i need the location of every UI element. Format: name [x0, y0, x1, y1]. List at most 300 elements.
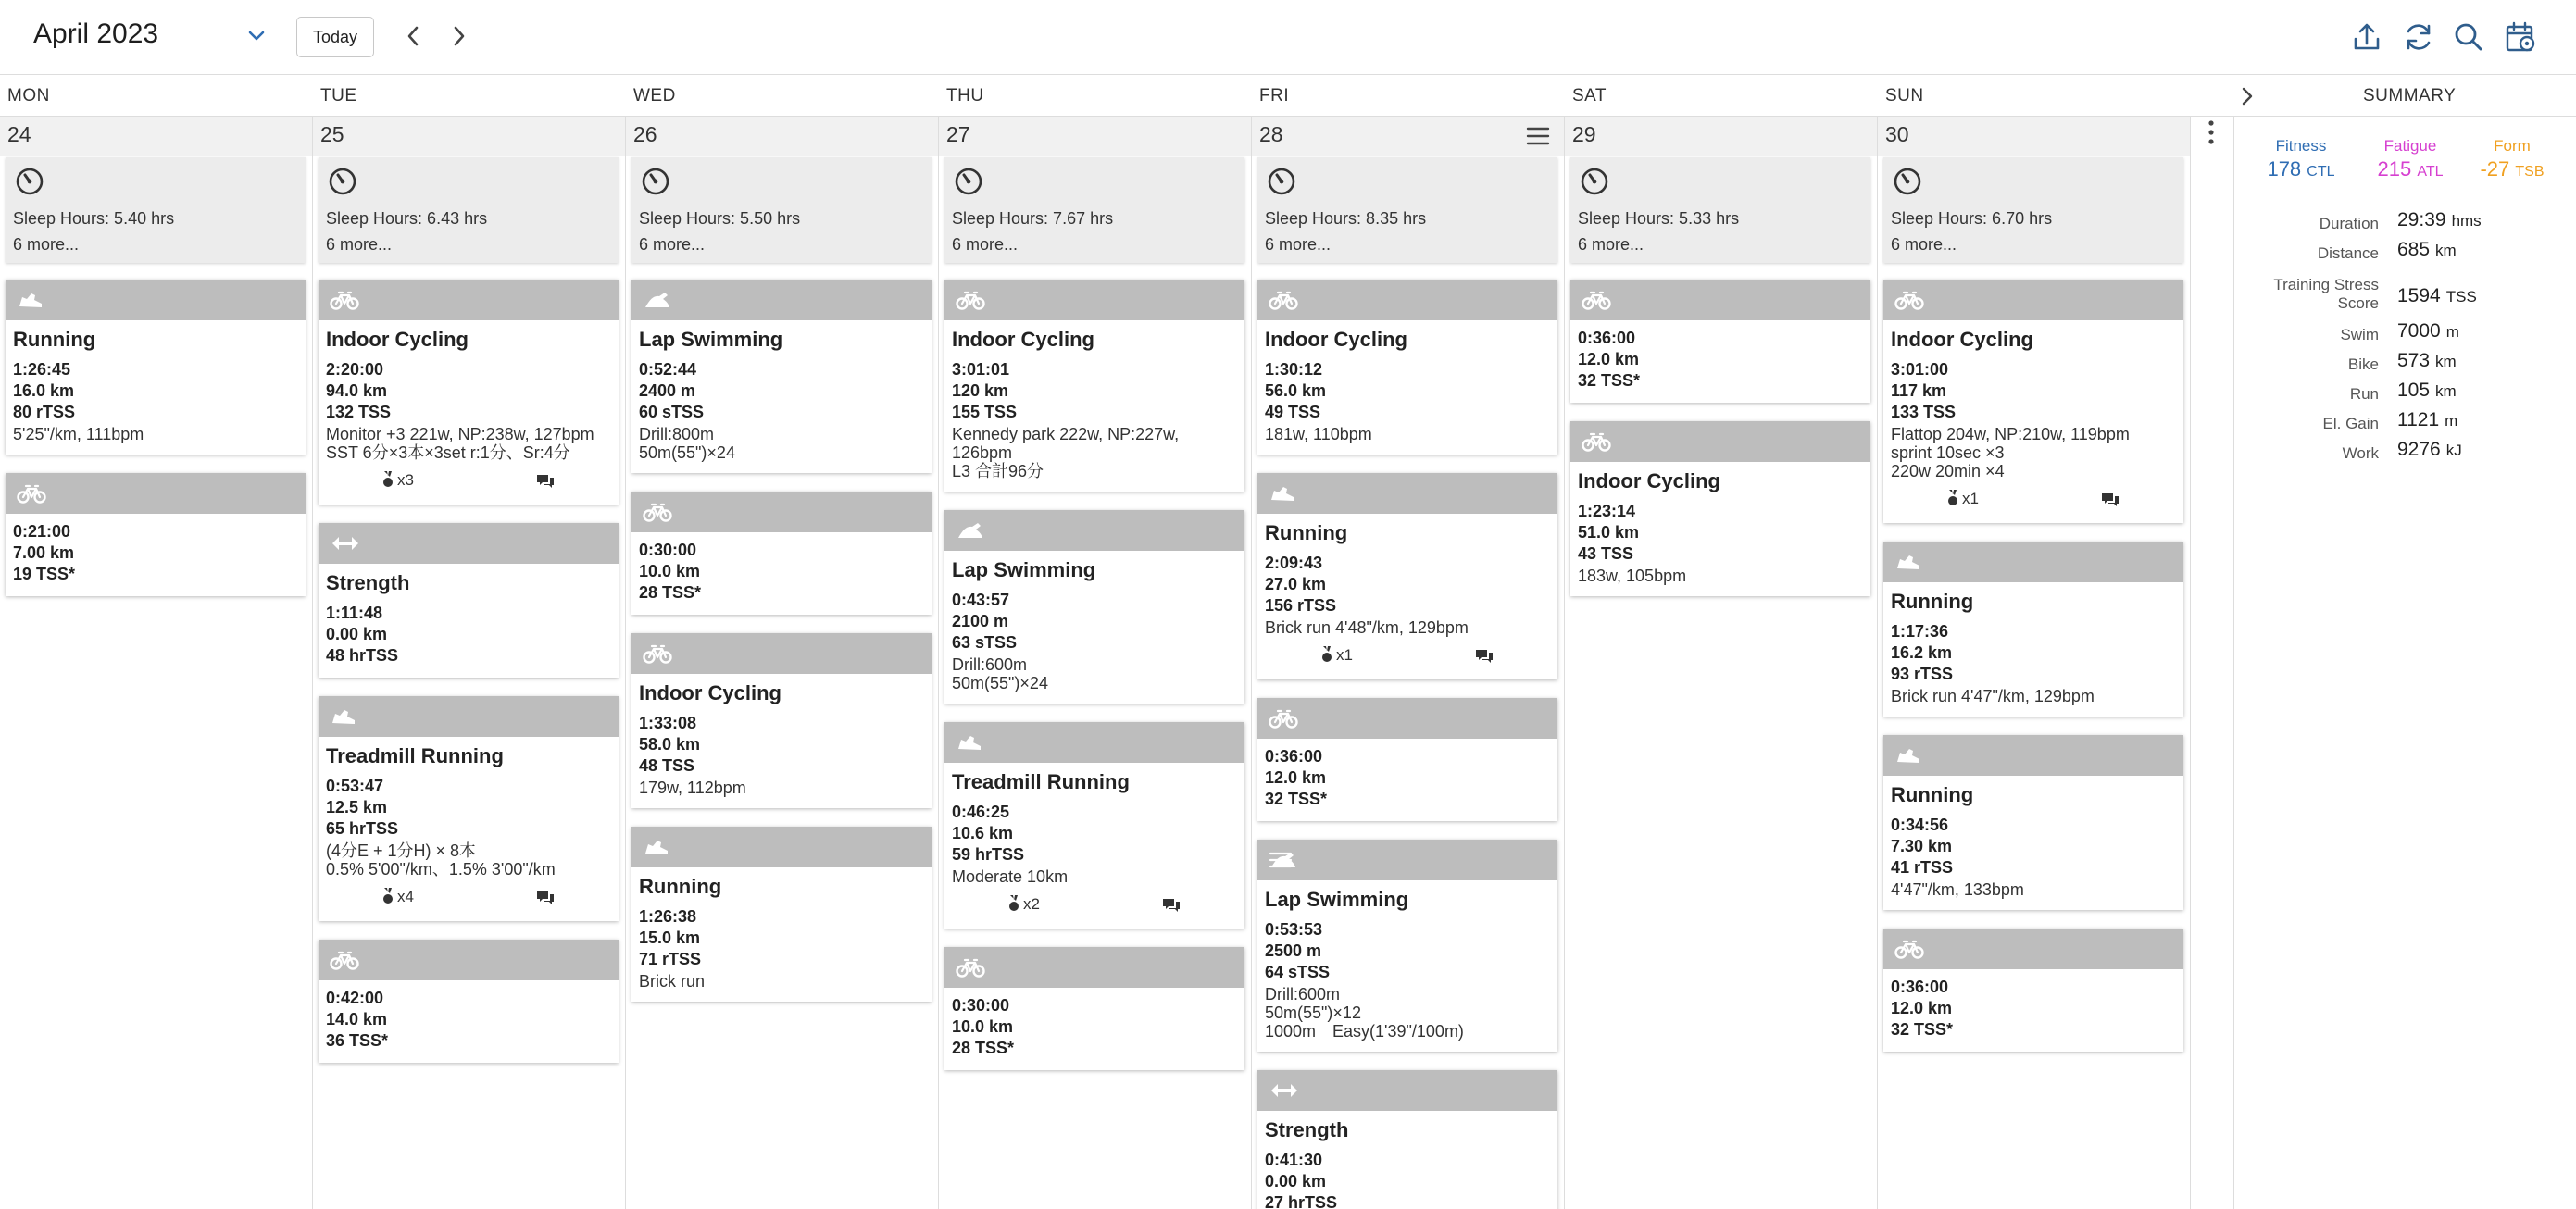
workout-distance: 7.00 km — [13, 543, 75, 562]
more-metrics-link[interactable]: 6 more... — [1265, 235, 1332, 254]
metrics-card[interactable] — [1570, 157, 1870, 263]
sleep-hours: Sleep Hours: 6.43 hrs — [326, 209, 488, 228]
workout-card-body — [319, 737, 619, 921]
workout-title: Indoor Cycling — [952, 328, 1094, 351]
today-button[interactable]: Today — [296, 17, 374, 57]
workout-stress-score: 19 TSS* — [13, 565, 76, 583]
workout-title: Indoor Cycling — [1578, 469, 1720, 492]
weekday-label: TUE — [320, 86, 357, 106]
workout-duration: 1:33:08 — [639, 714, 697, 732]
medal-icon — [381, 471, 397, 489]
workout-card-body — [1570, 462, 1870, 596]
summary-label: Run — [2349, 385, 2379, 403]
workout-card-body — [631, 867, 932, 1002]
workout-duration: 0:36:00 — [1265, 747, 1323, 766]
workout-duration: 1:11:48 — [326, 604, 383, 622]
workout-card[interactable] — [944, 722, 1244, 929]
more-metrics-link[interactable]: 6 more... — [13, 235, 80, 254]
workout-card[interactable] — [6, 473, 306, 596]
workout-card-header — [319, 523, 619, 564]
workout-stress-score: 64 sTSS — [1265, 963, 1331, 981]
workout-title: Indoor Cycling — [1265, 328, 1407, 351]
workout-stress-score: 60 sTSS — [639, 403, 705, 421]
day-column — [6, 157, 306, 615]
workout-card-body — [944, 551, 1244, 704]
fatigue-value: 215 — [2377, 157, 2412, 181]
comments-icon[interactable] — [2100, 492, 2120, 513]
workout-description: Drill:800m 50m(55")×24 — [639, 425, 735, 462]
peak-medal-badge[interactable] — [381, 888, 414, 906]
workout-stress-score: 27 hrTSS — [1265, 1193, 1338, 1209]
peak-medal-badge[interactable] — [1007, 895, 1040, 914]
workout-card-body — [1570, 320, 1870, 403]
comments-icon[interactable] — [535, 473, 556, 494]
workout-title: Running — [13, 328, 96, 351]
summary-value: 7000 — [2397, 320, 2441, 342]
weekday-label: SAT — [1572, 86, 1607, 106]
workout-description: Brick run 4'47"/km, 129bpm — [1891, 687, 2095, 705]
workout-description: 181w, 110bpm — [1265, 425, 1372, 443]
workout-card-body — [1257, 880, 1557, 1052]
workout-title: Running — [1265, 521, 1348, 544]
date-number: 24 — [7, 122, 31, 146]
gauge-icon — [15, 167, 44, 201]
workout-duration: 0:52:44 — [639, 360, 697, 379]
summary-row-work — [2234, 439, 2576, 468]
workout-duration: 0:53:53 — [1265, 920, 1323, 939]
workout-title: Running — [1891, 783, 1974, 806]
summary-row-bike — [2234, 350, 2576, 380]
workout-card-footer — [1265, 644, 1550, 668]
summary-value: 9276 — [2397, 439, 2441, 460]
summary-value: 1594 — [2397, 285, 2441, 306]
workout-description: 183w, 105bpm — [1578, 567, 1687, 585]
metrics-card[interactable] — [944, 157, 1244, 263]
workout-card-body — [1883, 776, 2183, 910]
workout-distance: 10.0 km — [952, 1017, 1014, 1036]
workout-stress-score: 32 TSS* — [1891, 1020, 1954, 1039]
peak-medal-badge[interactable] — [381, 471, 414, 490]
metrics-card[interactable] — [1257, 157, 1557, 263]
workout-card-footer — [326, 469, 611, 493]
sleep-hours: Sleep Hours: 5.40 hrs — [13, 209, 175, 228]
workout-card-header — [1257, 280, 1557, 320]
workout-distance: 14.0 km — [326, 1010, 388, 1028]
more-metrics-link[interactable]: 6 more... — [326, 235, 393, 254]
workout-card-footer — [1891, 488, 2176, 512]
summary-label: Distance — [2317, 244, 2379, 262]
workout-card-body — [944, 763, 1244, 929]
workout-card[interactable] — [1883, 735, 2183, 910]
workout-distance: 10.6 km — [952, 824, 1014, 842]
workout-card-header — [1257, 840, 1557, 880]
gauge-icon — [954, 167, 983, 201]
column-divider — [938, 117, 939, 1209]
date-row — [0, 117, 2191, 156]
workout-card[interactable] — [1257, 1070, 1557, 1209]
metrics-card[interactable] — [6, 157, 306, 263]
summary-label: Bike — [2347, 355, 2379, 373]
workout-card-header — [944, 510, 1244, 551]
workout-card-body — [1257, 1111, 1557, 1209]
workout-duration: 1:26:38 — [639, 907, 697, 926]
summary-unit: TSS — [2445, 288, 2477, 305]
chevron-right-icon[interactable] — [2235, 84, 2259, 108]
summary-heading: SUMMARY — [2363, 86, 2457, 106]
workout-card-header — [631, 492, 932, 532]
previous-week-icon[interactable] — [398, 20, 430, 52]
workout-stress-score: 155 TSS — [952, 403, 1018, 421]
fitness-unit: CTL — [2307, 164, 2335, 180]
summary-label: Swim — [2340, 326, 2379, 343]
workout-card-body — [319, 564, 619, 678]
workout-card[interactable] — [1257, 280, 1557, 455]
workout-duration: 0:21:00 — [13, 522, 71, 541]
workout-duration: 0:30:00 — [639, 541, 697, 559]
workout-card-header — [1883, 735, 2183, 776]
metrics-card[interactable] — [1883, 157, 2183, 263]
date-number: 29 — [1572, 122, 1596, 146]
summary-row-tss — [2234, 276, 2576, 315]
workout-stress-score: 32 TSS* — [1578, 371, 1641, 390]
peak-medal-badge[interactable] — [1320, 646, 1353, 665]
workout-card-body — [1257, 739, 1557, 821]
workout-distance: 94.0 km — [326, 381, 388, 400]
workout-card-body — [631, 532, 932, 615]
more-metrics-link[interactable]: 6 more... — [639, 235, 706, 254]
more-metrics-link[interactable]: 6 more... — [1578, 235, 1644, 254]
fatigue-unit: ATL — [2417, 164, 2444, 180]
workout-title: Strength — [326, 571, 410, 594]
workout-card[interactable] — [6, 280, 306, 455]
next-week-icon[interactable] — [443, 20, 474, 52]
summary-row-duration — [2234, 209, 2576, 239]
date-number: 26 — [633, 122, 657, 146]
workout-card-header — [631, 633, 932, 674]
workout-description: Kennedy park 222w, NP:227w, 126bpm L3 合計96分 — [952, 425, 1180, 480]
workout-card-header — [1257, 698, 1557, 739]
gauge-icon — [328, 167, 357, 201]
workout-stress-score: 156 rTSS — [1265, 596, 1337, 615]
sleep-hours: Sleep Hours: 5.33 hrs — [1578, 209, 1740, 228]
workout-card-body — [631, 674, 932, 808]
summary-unit: km — [2435, 353, 2457, 370]
more-metrics-link[interactable]: 6 more... — [1891, 235, 1957, 254]
workout-duration: 1:30:12 — [1265, 360, 1323, 379]
gauge-icon — [641, 167, 670, 201]
workout-distance: 120 km — [952, 381, 1009, 400]
workout-card-header — [944, 722, 1244, 763]
medal-count: x2 — [1023, 895, 1040, 913]
workout-distance: 2400 m — [639, 381, 696, 400]
column-divider — [2190, 117, 2191, 1209]
workout-card[interactable] — [319, 940, 619, 1063]
workout-card-body — [631, 320, 932, 473]
workout-card-header — [1883, 929, 2183, 969]
workout-card[interactable] — [319, 280, 619, 505]
workout-duration: 2:09:43 — [1265, 554, 1323, 572]
calendar-toolbar — [0, 0, 2576, 72]
fitness-label: Fitness — [2275, 137, 2327, 155]
workout-card[interactable] — [631, 492, 932, 615]
weekday-label: FRI — [1259, 86, 1290, 106]
hamburger-menu-icon[interactable] — [1526, 125, 1550, 147]
form-unit: TSB — [2515, 164, 2545, 180]
summary-unit: hms — [2451, 212, 2482, 230]
workout-distance: 15.0 km — [639, 929, 701, 947]
workout-duration: 0:34:56 — [1891, 816, 1949, 834]
workout-distance: 16.2 km — [1891, 643, 1953, 662]
workout-title: Running — [639, 875, 722, 898]
workout-stress-score: 65 hrTSS — [326, 819, 399, 838]
workout-card-header — [319, 696, 619, 737]
sleep-hours: Sleep Hours: 6.70 hrs — [1891, 209, 2053, 228]
workout-duration: 1:26:45 — [13, 360, 71, 379]
summary-label: El. Gain — [2322, 415, 2379, 432]
workout-card-header — [319, 280, 619, 320]
medal-icon — [1007, 895, 1023, 913]
summary-value: 573 — [2397, 350, 2431, 371]
gauge-icon — [1267, 167, 1296, 201]
date-number: 27 — [946, 122, 970, 146]
workout-card[interactable] — [1570, 421, 1870, 596]
workout-distance: 12.5 km — [326, 798, 388, 816]
workout-card[interactable] — [1257, 473, 1557, 679]
weekday-label: THU — [946, 86, 984, 106]
column-divider — [1877, 117, 1878, 1209]
workout-card-header — [1257, 1070, 1557, 1111]
workout-card[interactable] — [944, 510, 1244, 704]
sleep-hours: Sleep Hours: 5.50 hrs — [639, 209, 801, 228]
workout-card-header — [1257, 473, 1557, 514]
workout-description: Drill:600m 50m(55")×24 — [952, 655, 1048, 692]
weekday-header — [0, 74, 2576, 117]
summary-label: Duration — [2319, 215, 2379, 232]
workout-card-header — [6, 473, 306, 514]
chevron-down-icon[interactable] — [243, 22, 270, 50]
workout-description: Monitor +3 221w, NP:238w, 127bpm SST 6分×3本×3set r:1分、Sr:4分 — [326, 425, 594, 462]
workout-card[interactable] — [1883, 929, 2183, 1052]
workout-stress-score: 133 TSS — [1891, 403, 1957, 421]
workout-card-footer — [952, 893, 1237, 917]
search-icon[interactable] — [2450, 19, 2487, 56]
workout-card-header — [319, 940, 619, 980]
medal-count: x4 — [397, 888, 414, 905]
summary-unit: m — [2445, 412, 2458, 430]
medal-icon — [381, 888, 397, 905]
sleep-hours: Sleep Hours: 8.35 hrs — [1265, 209, 1427, 228]
gauge-icon — [1580, 167, 1609, 201]
workout-duration: 1:17:36 — [1891, 622, 1949, 641]
workout-description: Moderate 10km — [952, 867, 1069, 886]
workout-stress-score: 59 hrTSS — [952, 845, 1025, 864]
weekday-label: SUN — [1885, 86, 1924, 106]
workout-stress-score: 80 rTSS — [13, 403, 76, 421]
workout-stress-score: 41 rTSS — [1891, 858, 1954, 877]
summary-row-elevation — [2234, 409, 2576, 439]
more-metrics-link[interactable]: 6 more... — [952, 235, 1019, 254]
sync-icon[interactable] — [2400, 19, 2437, 56]
workout-card[interactable] — [319, 523, 619, 678]
calendar-settings-icon[interactable] — [2502, 19, 2539, 56]
day-column — [1257, 157, 1557, 1209]
workout-card[interactable] — [944, 947, 1244, 1070]
metrics-card[interactable] — [631, 157, 932, 263]
more-vertical-icon[interactable] — [2202, 118, 2220, 146]
workout-description: 5'25"/km, 111bpm — [13, 425, 144, 443]
workout-title: Lap Swimming — [952, 558, 1096, 581]
workout-description: Brick run 4'48"/km, 129bpm — [1265, 618, 1469, 637]
workout-stress-score: 36 TSS* — [326, 1031, 389, 1050]
workout-distance: 12.0 km — [1891, 999, 1953, 1017]
comments-icon[interactable] — [1474, 648, 1494, 669]
day-column — [944, 157, 1244, 1089]
workout-card-header — [1883, 280, 2183, 320]
medal-icon — [1946, 490, 1962, 507]
workout-title: Lap Swimming — [1265, 888, 1409, 911]
workout-distance: 56.0 km — [1265, 381, 1327, 400]
workout-card-body — [1257, 514, 1557, 679]
workout-card[interactable] — [631, 280, 932, 473]
month-title[interactable]: April 2023 — [33, 19, 159, 49]
workout-distance: 7.30 km — [1891, 837, 1953, 855]
summary-label: Work — [2342, 444, 2379, 462]
peak-medal-badge[interactable] — [1946, 490, 1979, 508]
workout-stress-score: 132 TSS — [326, 403, 392, 421]
workout-card[interactable] — [319, 696, 619, 921]
medal-count: x1 — [1962, 490, 1979, 507]
workout-card-body — [1257, 320, 1557, 455]
workout-distance: 0.00 km — [326, 625, 388, 643]
day-column — [1570, 157, 1870, 615]
workout-card-header — [1570, 421, 1870, 462]
workout-title: Indoor Cycling — [1891, 328, 2033, 351]
workout-card-body — [6, 320, 306, 455]
workout-card-header — [631, 280, 932, 320]
workout-card-header — [944, 947, 1244, 988]
gauge-icon — [1893, 167, 1922, 201]
summary-value: 685 — [2397, 239, 2431, 260]
workout-duration: 0:41:30 — [1265, 1151, 1323, 1169]
workout-title: Strength — [1265, 1118, 1349, 1141]
date-number: 25 — [320, 122, 344, 146]
workout-description: 179w, 112bpm — [639, 779, 746, 797]
workout-stress-score: 49 TSS — [1265, 403, 1321, 421]
workout-duration: 3:01:01 — [952, 360, 1010, 379]
comments-icon[interactable] — [1161, 897, 1182, 918]
summary-label: Training Stress Score — [2273, 276, 2379, 312]
workout-card-footer — [326, 886, 611, 910]
date-number: 28 — [1259, 122, 1283, 146]
workout-title: Lap Swimming — [639, 328, 783, 351]
workout-card[interactable] — [631, 633, 932, 808]
comments-icon[interactable] — [535, 890, 556, 911]
medal-count: x1 — [1336, 646, 1353, 664]
weekday-label: MON — [7, 86, 50, 106]
summary-value: 29:39 — [2397, 209, 2446, 231]
summary-value: 105 — [2397, 380, 2431, 401]
workout-duration: 0:53:47 — [326, 777, 384, 795]
summary-unit: km — [2435, 242, 2457, 259]
form-stat — [2457, 137, 2568, 181]
upload-icon[interactable] — [2348, 19, 2385, 56]
workout-distance: 0.00 km — [1265, 1172, 1327, 1190]
workout-card-header — [944, 280, 1244, 320]
column-divider — [625, 117, 626, 1209]
workout-distance: 51.0 km — [1578, 523, 1640, 542]
workout-card[interactable] — [1257, 698, 1557, 821]
workout-stress-score: 71 rTSS — [639, 950, 702, 968]
summary-unit: m — [2445, 323, 2459, 341]
day-column — [1883, 157, 2183, 1070]
workout-card-header — [1883, 542, 2183, 582]
workout-duration: 0:46:25 — [952, 803, 1010, 821]
workout-duration: 0:36:00 — [1891, 978, 1949, 996]
summary-unit: kJ — [2445, 442, 2462, 459]
summary-unit: km — [2435, 382, 2457, 400]
workout-card-header — [1570, 280, 1870, 320]
workout-title: Running — [1891, 590, 1974, 613]
workout-distance: 10.0 km — [639, 562, 701, 580]
workout-duration: 0:43:57 — [952, 591, 1010, 609]
workout-duration: 3:01:00 — [1891, 360, 1949, 379]
fitness-value: 178 — [2267, 157, 2302, 181]
workout-card-body — [6, 514, 306, 596]
workout-card-body — [1883, 969, 2183, 1052]
workout-card-body — [944, 320, 1244, 492]
workout-stress-score: 28 TSS* — [952, 1039, 1015, 1057]
metrics-card[interactable] — [319, 157, 619, 263]
summary-value: 1121 — [2397, 409, 2440, 430]
day-column — [631, 157, 932, 1020]
fatigue-stat — [2355, 137, 2466, 181]
workout-card-header — [631, 827, 932, 867]
column-divider — [312, 117, 313, 1209]
workout-stress-score: 48 hrTSS — [326, 646, 399, 665]
workout-stress-score: 32 TSS* — [1265, 790, 1328, 808]
fitness-stat — [2245, 137, 2357, 181]
summary-panel — [2233, 117, 2576, 1209]
workout-distance: 117 km — [1891, 381, 1947, 400]
workout-card[interactable] — [944, 280, 1244, 492]
summary-row-swim — [2234, 320, 2576, 350]
workout-distance: 12.0 km — [1578, 350, 1640, 368]
workout-card[interactable] — [1257, 840, 1557, 1052]
workout-distance: 12.0 km — [1265, 768, 1327, 787]
workout-card[interactable] — [1883, 542, 2183, 717]
column-divider — [1564, 117, 1565, 1209]
fatigue-label: Fatigue — [2383, 137, 2437, 155]
date-number: 30 — [1885, 122, 1909, 146]
workout-distance: 16.0 km — [13, 381, 75, 400]
workout-distance: 27.0 km — [1265, 575, 1327, 593]
summary-row-run — [2234, 380, 2576, 409]
workout-card[interactable] — [1883, 280, 2183, 523]
workout-duration: 1:23:14 — [1578, 502, 1636, 520]
workout-card-body — [1883, 582, 2183, 717]
workout-stress-score: 48 TSS — [639, 756, 695, 775]
workout-duration: 0:36:00 — [1578, 329, 1636, 347]
workout-distance: 58.0 km — [639, 735, 701, 754]
workout-duration: 0:42:00 — [326, 989, 384, 1007]
workout-description: (4分E + 1分H) × 8本 0.5% 5'00"/km、1.5% 3'00"/km — [326, 841, 556, 879]
workout-duration: 2:20:00 — [326, 360, 384, 379]
workout-title: Indoor Cycling — [639, 681, 782, 704]
workout-card[interactable] — [1570, 280, 1870, 403]
workout-title: Indoor Cycling — [326, 328, 469, 351]
workout-card[interactable] — [631, 827, 932, 1002]
workout-stress-score: 43 TSS — [1578, 544, 1634, 563]
